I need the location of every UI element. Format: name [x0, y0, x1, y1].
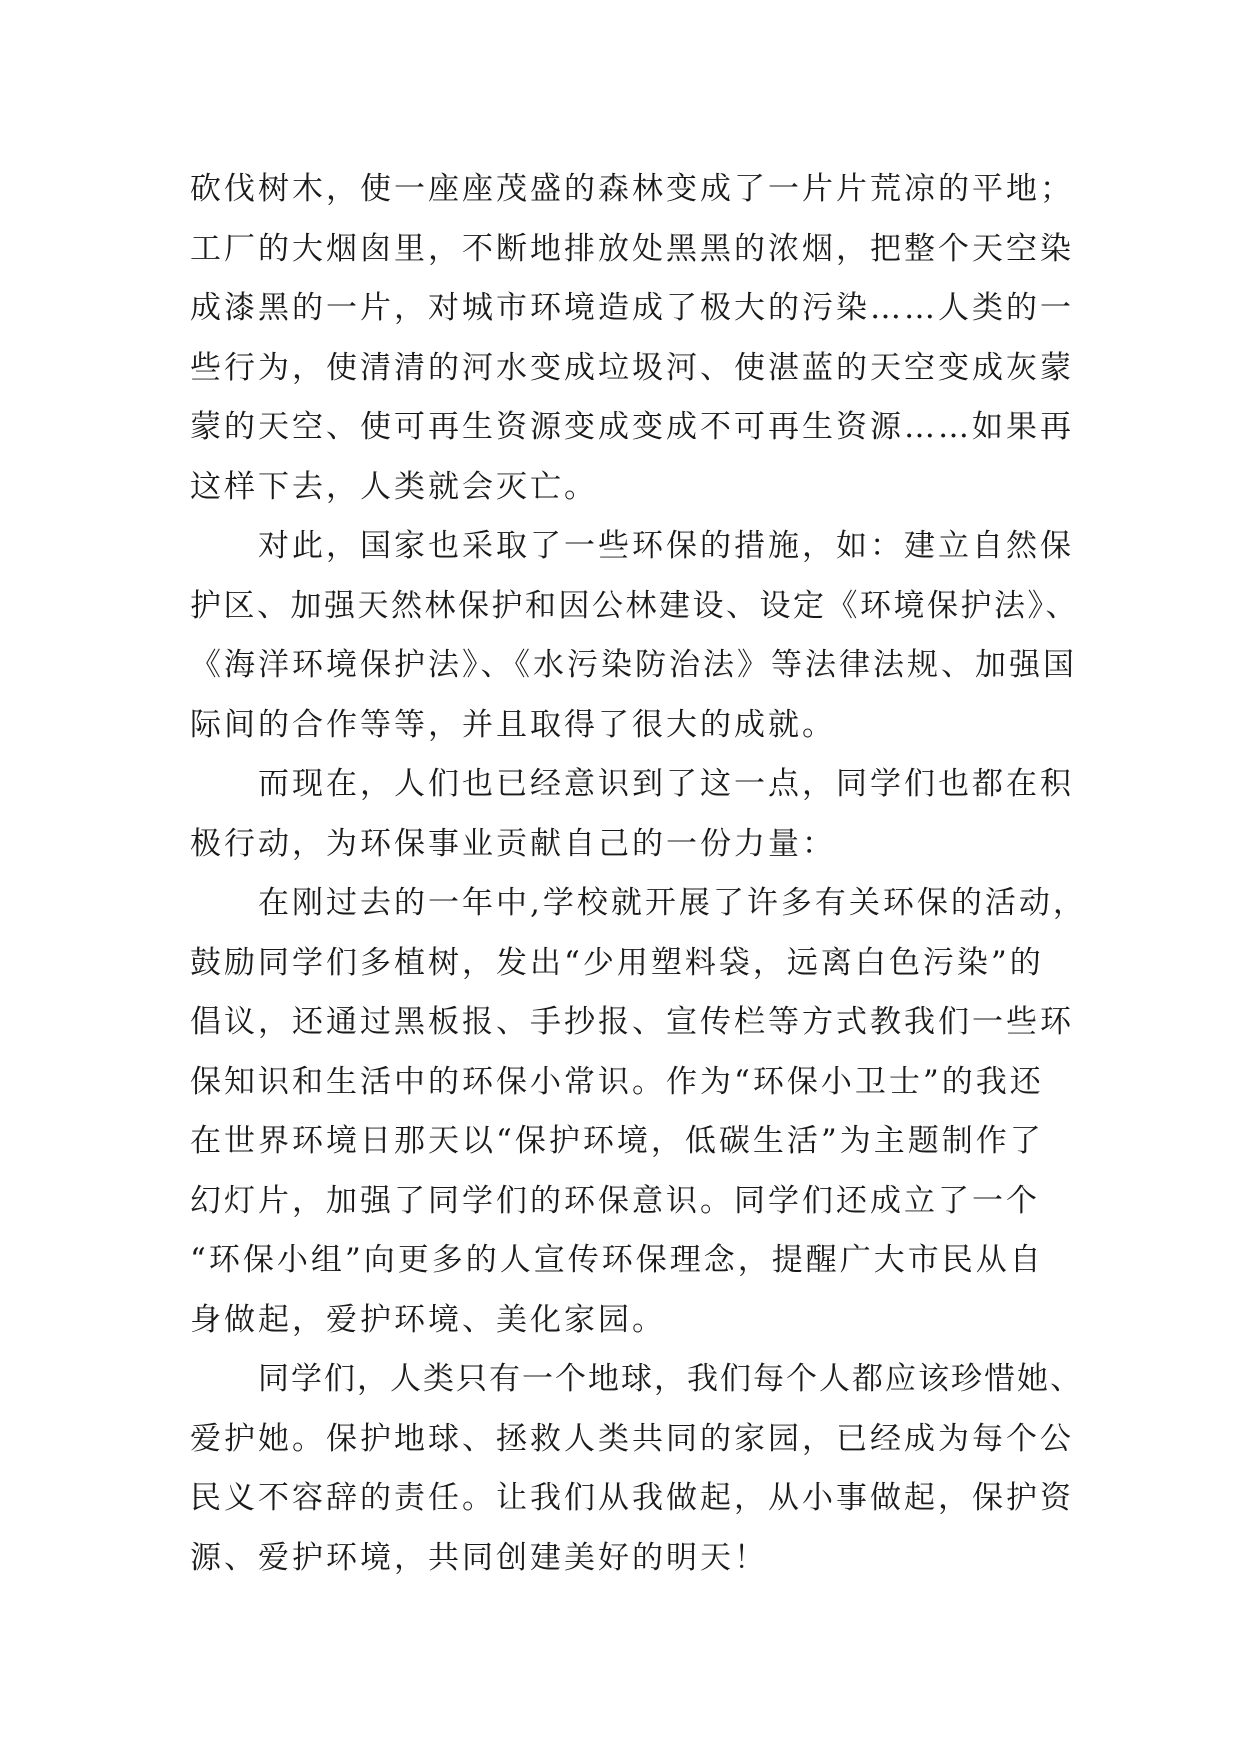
- text-line: 在世界环境日那天以“保护环境，低碳生活”为主题制作了: [190, 1123, 1044, 1159]
- text-line: 爱护她。保护地球、拯救人类共同的家园，已经成为每个公: [190, 1420, 1074, 1457]
- text-line: “环保小组”向更多的人宣传环保理念，提醒广大市民从自: [190, 1242, 1044, 1278]
- text-line: 民义不容辞的责任。让我们从我做起，从小事做起，保护资: [190, 1480, 1074, 1516]
- text-line: 极行动，为环保事业贡献自己的一份力量：: [190, 825, 836, 862]
- text-line: 成漆黑的一片，对城市环境造成了极大的污染……人类的一: [190, 290, 1074, 326]
- text-line: 对此，国家也采取了一些环保的措施，如：建立自然保: [258, 528, 1074, 564]
- text-line: 幻灯片，加强了同学们的环保意识。同学们还成立了一个: [190, 1182, 1040, 1219]
- document-body: [190, 160, 1090, 1588]
- text-line: 工厂的大烟囱里，不断地排放处黑黑的浓烟，把整个天空染: [190, 230, 1074, 267]
- text-line: 身做起，爱护环境、美化家园。: [190, 1301, 666, 1338]
- text-line: 些行为，使清清的河水变成垃圾河、使湛蓝的天空变成灰蒙: [190, 349, 1074, 386]
- text-line: 而现在，人们也已经意识到了这一点，同学们也都在积: [258, 766, 1074, 802]
- text-line: 护区、加强天然林保护和因公林建设、设定《环境保护法》、: [190, 587, 1079, 624]
- text-line: 蒙的天空、使可再生资源变成变成不可再生资源……如果再: [190, 409, 1074, 445]
- text-line: 保知识和生活中的环保小常识。作为“环保小卫士”的我还: [190, 1063, 1044, 1100]
- text-line: 《海洋环境保护法》、《水污染防治法》等法律法规、加强国: [190, 647, 1077, 683]
- text-line: 际间的合作等等，并且取得了很大的成就。: [190, 706, 836, 743]
- text-line: 鼓励同学们多植树，发出“少用塑料袋，远离白色污染”的: [190, 944, 1044, 981]
- text-line: 同学们，人类只有一个地球，我们每个人都应该珍惜她、: [258, 1361, 1083, 1397]
- text-line: 砍伐树木，使一座座茂盛的森林变成了一片片荒凉的平地；: [190, 171, 1074, 207]
- text-line: 源、爱护环境，共同创建美好的明天！: [190, 1539, 768, 1576]
- text-line: 在刚过去的一年中,学校就开展了许多有关环保的活动，: [258, 885, 1087, 921]
- text-line: 倡议，还通过黑板报、手抄报、宣传栏等方式教我们一些环: [190, 1004, 1074, 1040]
- text-line: 这样下去，人类就会灭亡。: [190, 468, 598, 505]
